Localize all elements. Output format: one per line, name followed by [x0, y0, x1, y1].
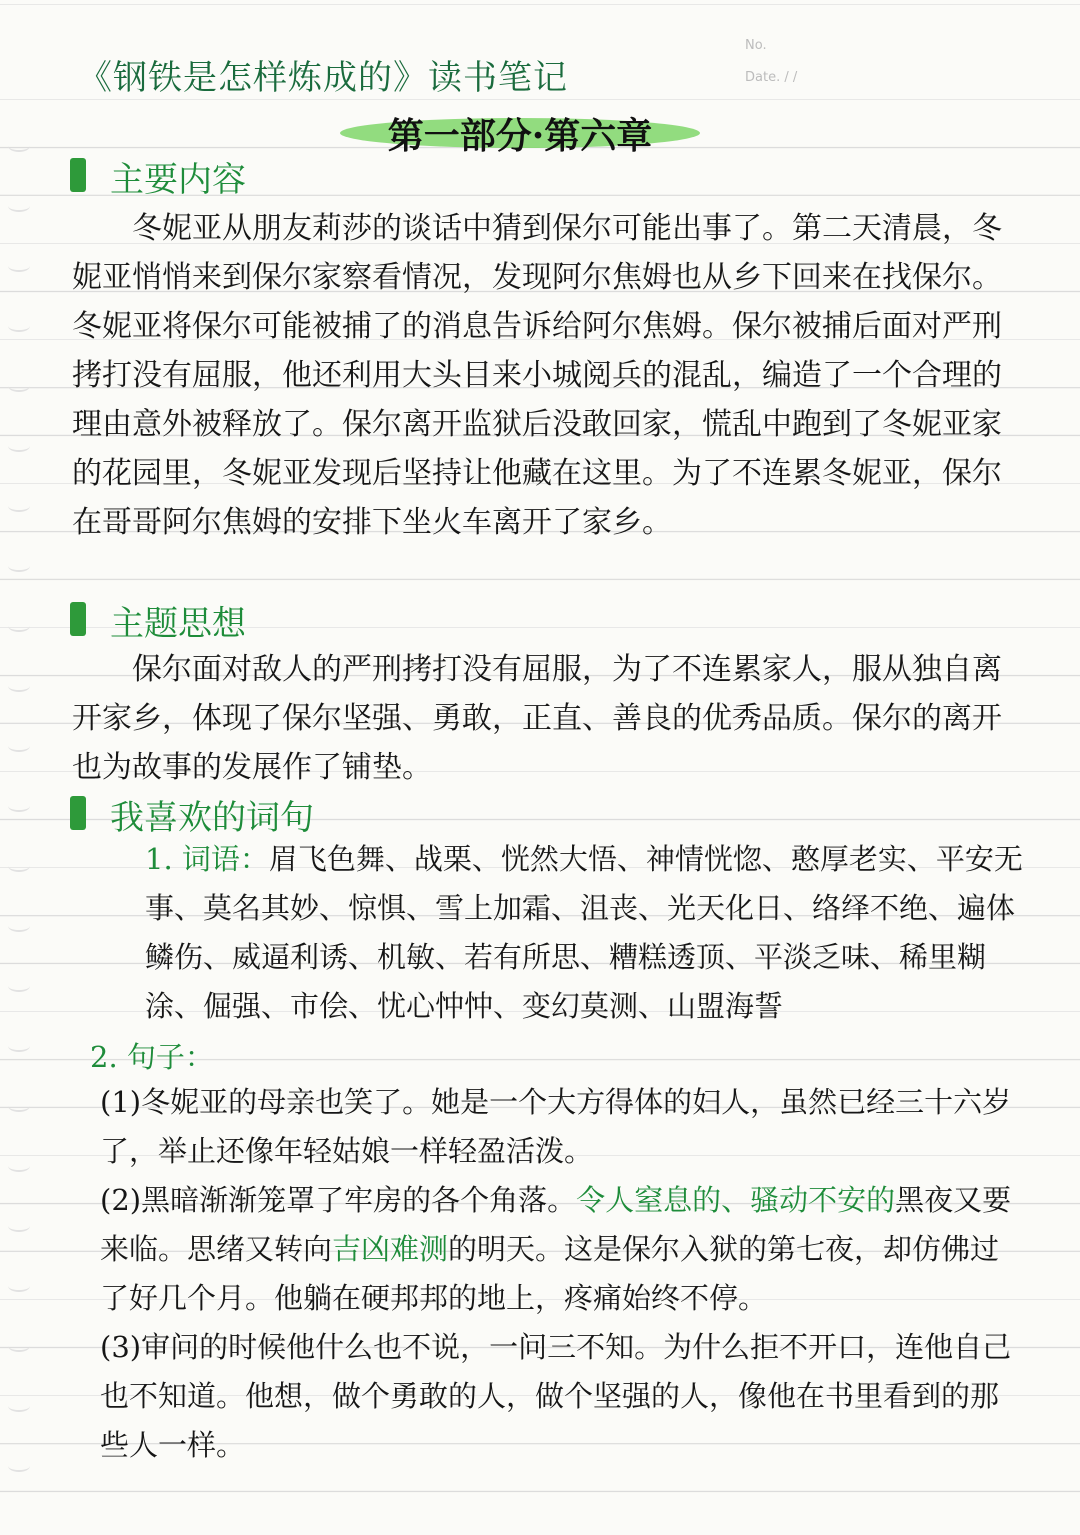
- sentence-text: 黑夜又要来临。思绪又转向: [100, 1183, 1012, 1266]
- favorite-words: [145, 835, 1035, 1031]
- binding-hole: [8, 140, 30, 152]
- binding-hole: [8, 980, 30, 992]
- words-list: 眉飞色舞、战栗、恍然大悟、神情恍惚、憨厚老实、平安无事、莫名其妙、惊惧、雪上加霜、沮丧、光天化日、络绎不绝、遍体鳞伤、威逼利诱、机敏、若有所思、糟糕透顶、平淡乏味、稀里糊涂、倔强、市侩、忧心忡忡、变幻莫测、山盟海誓: [145, 842, 1023, 1023]
- section-title: 主题思想: [110, 604, 246, 644]
- binding-hole: [8, 800, 30, 812]
- binding-hole: [8, 1220, 30, 1232]
- binding-hole: [8, 440, 30, 452]
- page-meta: [745, 30, 797, 94]
- binding-hole: [8, 1040, 30, 1052]
- section-marker: [70, 158, 86, 192]
- binding-holes: [0, 0, 40, 1535]
- sentence-text: 黑暗渐渐笼罩了牢房的各个角落。: [141, 1183, 577, 1217]
- sentence-3: [100, 1323, 1020, 1470]
- binding-hole: [8, 260, 30, 272]
- binding-hole: [8, 1340, 30, 1352]
- binding-hole: [8, 500, 30, 512]
- binding-hole: [8, 680, 30, 692]
- sentence-2: [100, 1176, 1020, 1323]
- highlighted-phrase: 令人窒息的、骚动不安的: [576, 1183, 896, 1217]
- section-title: 我喜欢的词句: [110, 798, 314, 838]
- section-title: 主要内容: [110, 160, 246, 200]
- binding-hole: [8, 1100, 30, 1112]
- binding-hole: [8, 200, 30, 212]
- sentences-label: 2. 句子：: [90, 1040, 214, 1074]
- binding-hole: [8, 380, 30, 392]
- binding-hole: [8, 740, 30, 752]
- binding-hole: [8, 1280, 30, 1292]
- binding-hole: [8, 620, 30, 632]
- binding-hole: [8, 1460, 30, 1472]
- section-marker: [70, 796, 86, 830]
- binding-hole: [8, 920, 30, 932]
- sentence-text: 冬妮亚的母亲也笑了。她是一个大方得体的妇人，虽然已经三十六岁了，举止还像年轻姑娘一样轻盈活泼。: [100, 1085, 1012, 1168]
- main-content-text: 冬妮亚从朋友莉莎的谈话中猜到保尔可能出事了。第二天清晨，冬妮亚悄悄来到保尔家察看情况，发现阿尔焦姆也从乡下回来在找保尔。冬妮亚将保尔可能被捕了的消息告诉给阿尔焦姆。保尔被捕后面对严刑拷打没有屈服，他还利用大头目来小城阅兵的混乱，编造了一个合理的理由意外被释放了。保尔离开监狱后没敢回家，慌乱中跑到了冬妮亚家的花园里，冬妮亚发现后坚持让他藏在这里。为了不连累冬妮亚，保尔在哥哥阿尔焦姆的安排下坐火车离开了家乡。: [72, 211, 1002, 540]
- binding-hole: [8, 1160, 30, 1172]
- words-label: 1. 词语：: [145, 842, 269, 876]
- binding-hole: [8, 560, 30, 572]
- sentence-number: (2): [100, 1183, 142, 1217]
- theme-text: 保尔面对敌人的严刑拷打没有屈服，为了不连累家人，服从独自离开家乡，体现了保尔坚强、勇敢，正直、善良的优秀品质。保尔的离开也为故事的发展作了铺垫。: [72, 652, 1002, 785]
- binding-hole: [8, 1400, 30, 1412]
- sentence-number: (3): [100, 1330, 142, 1364]
- sentence-text: 审问的时候他什么也不说，一问三不知。为什么拒不开口，连他自己也不知道。他想，做个勇敢的人，做个坚强的人，像他在书里看到的那些人一样。: [100, 1330, 1012, 1462]
- no-label: No.: [745, 38, 767, 53]
- chapter-heading: [340, 104, 700, 162]
- highlighted-phrase: 吉凶难测: [332, 1232, 449, 1266]
- section-marker: [70, 602, 86, 636]
- binding-hole: [8, 320, 30, 332]
- sentence-1: [100, 1078, 1020, 1176]
- chapter-title: 第一部分·第六章: [387, 115, 653, 157]
- sentence-text: 的明天。这是保尔入狱的第七夜，却仿佛过了好几个月。他躺在硬邦邦的地上，疼痛始终不停。: [100, 1232, 1000, 1315]
- sentence-number: (1): [100, 1085, 142, 1119]
- date-label: Date. / /: [745, 70, 798, 85]
- page-title: 《钢铁是怎样炼成的》读书笔记: [78, 58, 568, 98]
- binding-hole: [8, 860, 30, 872]
